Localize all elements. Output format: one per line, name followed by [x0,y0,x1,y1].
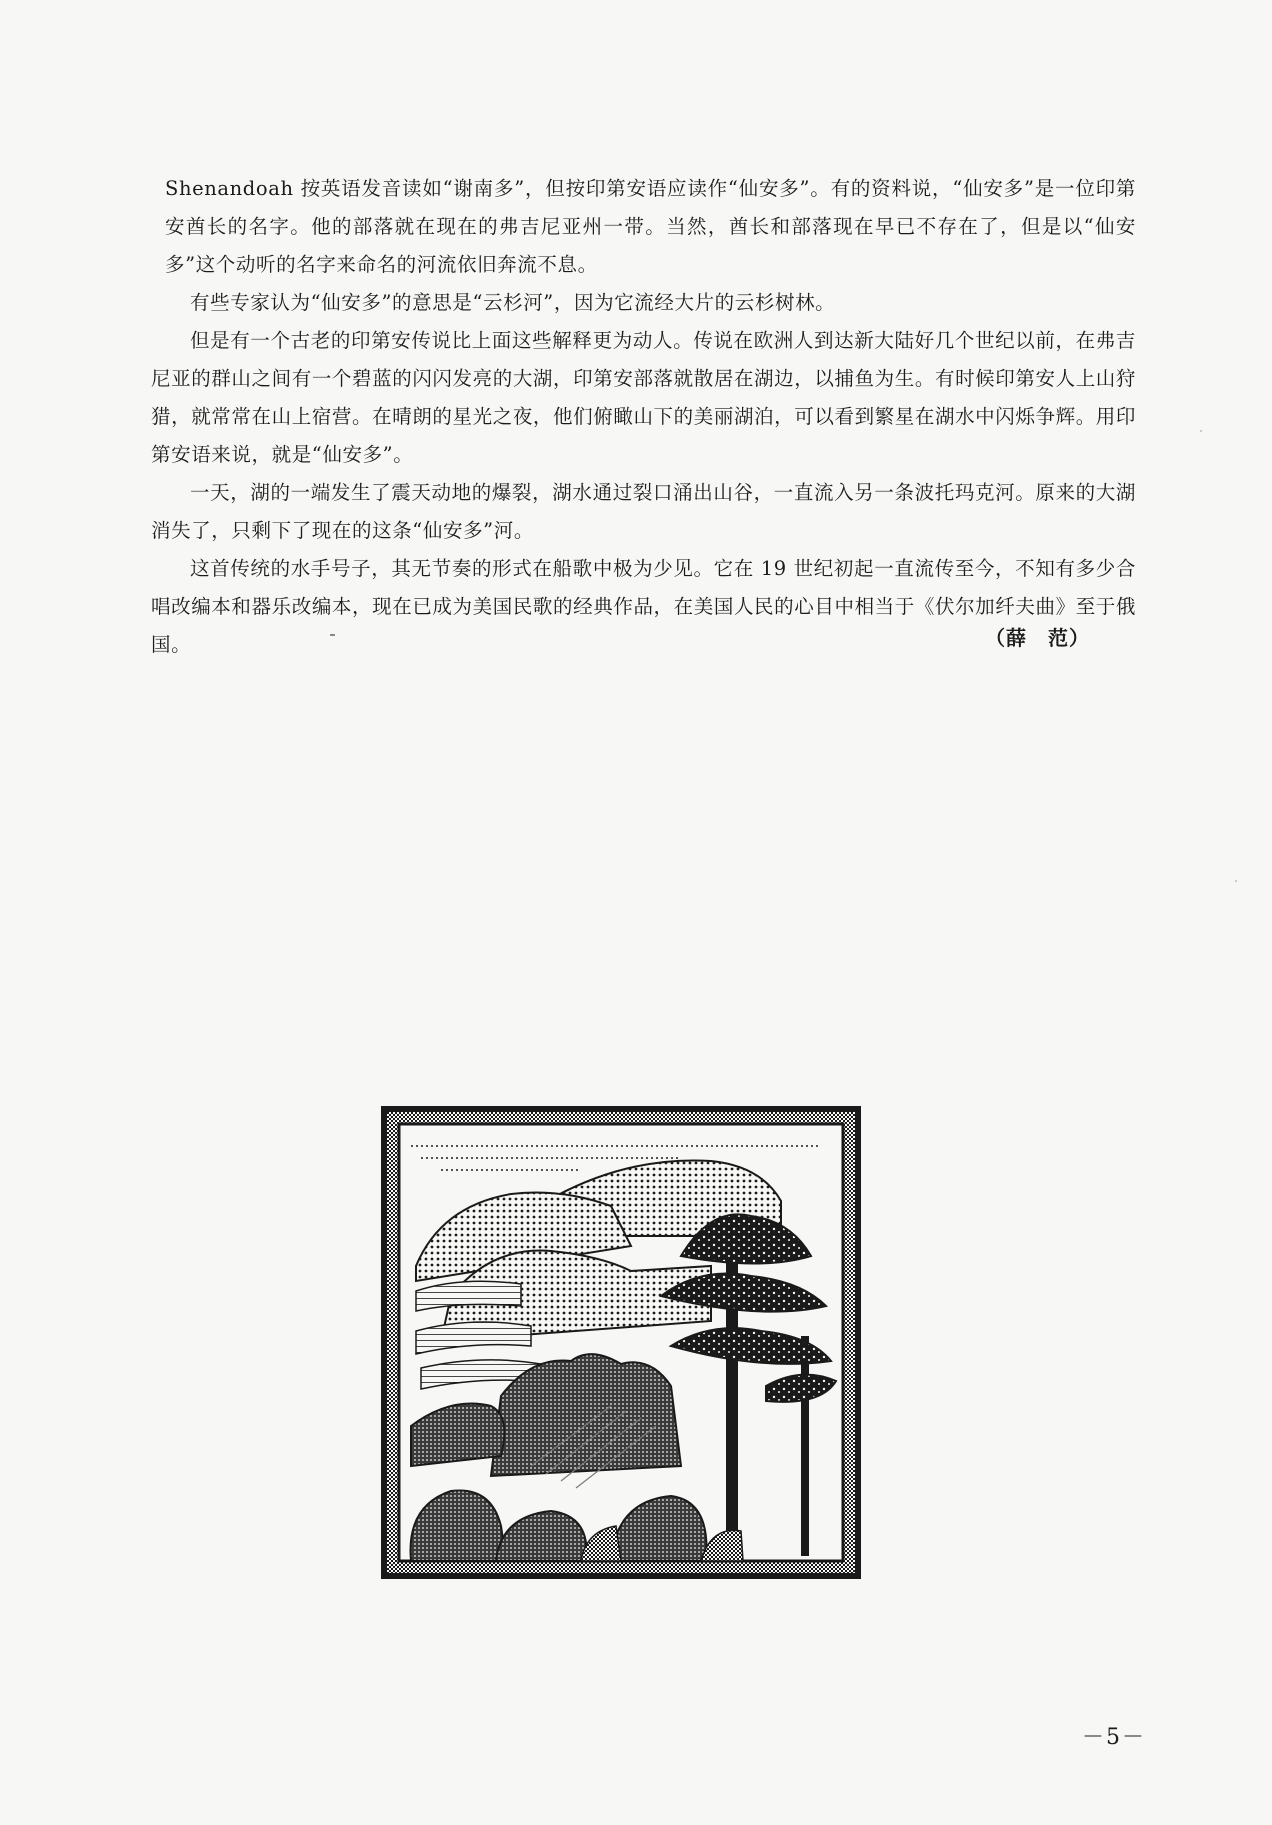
paragraph-1: Shenandoah 按英语发音读如“谢南多”，但按印第安语应读作“仙安多”。有的资料说，“仙安多”是一位印第安酋长的名字。他的部落就在现在的弗吉尼亚州一带。当然，酋长和部落现在早已不存在了，但是以“仙安多”这个动听的名字来命名的河流依旧奔流不息。 [165,177,1136,276]
paragraph-4: 一天，湖的一端发生了震天动地的爆裂，湖水通过裂口涌出山谷，一直流入另一条波托玛克河。原来的大湖消失了，只剩下了现在的这条“仙安多”河。 [151,481,1136,542]
landscape-woodcut-icon [381,1106,861,1579]
scan-speck [330,634,335,636]
scan-speck [1200,430,1202,432]
page-number: －5－ [1082,1725,1146,1750]
paragraph-5: 这首传统的水手号子，其无节奏的形式在船歌中极为少见。它在 19 世纪初起一直流传至今，不知有多少合唱改编本和器乐改编本，现在已成为美国民歌的经典作品，在美国人民的心目中相当于《伏尔加纤夫曲》至于俄国。 [151,557,1136,656]
paragraph-2: 有些专家认为“仙安多”的意思是“云杉河”，因为它流经大片的云杉树林。 [190,291,836,314]
scan-speck [1235,880,1237,882]
author-credit: （薛 范） [985,626,1090,650]
paragraph-3: 但是有一个古老的印第安传说比上面这些解释更为动人。传说在欧洲人到达新大陆好几个世纪以前，在弗吉尼亚的群山之间有一个碧蓝的闪闪发亮的大湖，印第安部落就散居在湖边，以捕鱼为生。有时候印第安人上山狩猎，就常常在山上宿营。在晴朗的星光之夜，他们俯瞰山下的美丽湖泊，可以看到繁星在湖水中闪烁争辉。用印第安语来说，就是“仙安多”。 [151,329,1136,466]
article-body [151,170,1136,664]
